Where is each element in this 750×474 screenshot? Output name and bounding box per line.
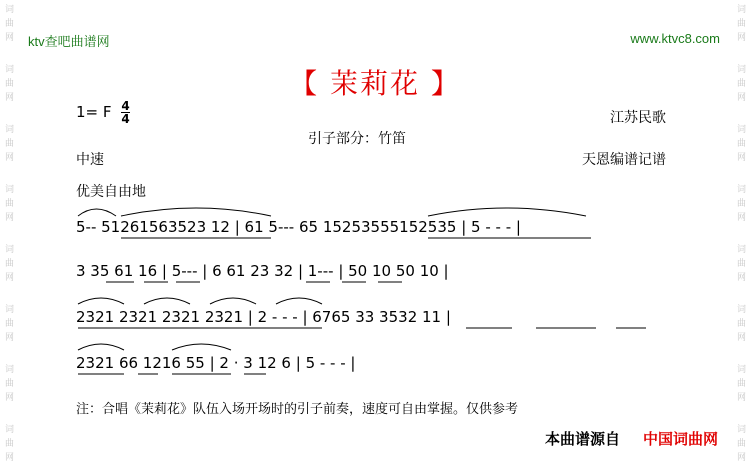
score-text: 3 35 61 16 | 5--- | 6 61 23 32 | 1--- | 50 10 50 10 | <box>76 262 449 280</box>
score-text: 5-- 51261563523 12 | 61 5--- 65 15253555152535 | 5 - - - | <box>76 218 521 236</box>
watermark-char: 词 <box>3 424 13 433</box>
watermark-char: 网 <box>3 212 13 221</box>
watermark-char: 网 <box>3 332 13 341</box>
tempo-marking: 中速 <box>76 152 104 168</box>
watermark-char: 词 <box>3 124 13 133</box>
title-bracket-open: 【 <box>289 67 320 100</box>
watermark-char: 词 <box>735 4 745 13</box>
watermark-char: 词 <box>3 4 13 13</box>
score-text: 2321 2321 2321 2321 | 2 - - - | 6765 33 3532 11 | <box>76 308 451 326</box>
title-text: 茉莉花 <box>329 67 420 100</box>
watermark-char: 曲 <box>3 258 13 267</box>
watermark-char: 曲 <box>3 138 13 147</box>
site-url-right[interactable]: www.ktvc8.com <box>630 31 720 46</box>
score-line <box>76 308 682 326</box>
watermark-char: 词 <box>735 64 745 73</box>
watermark-char: 词 <box>3 64 13 73</box>
watermark-char: 网 <box>3 272 13 281</box>
watermark-char: 网 <box>3 152 13 161</box>
watermark-char: 曲 <box>3 78 13 87</box>
watermark-char: 曲 <box>735 198 745 207</box>
watermark-char: 网 <box>735 152 745 161</box>
meter-top: 4 <box>121 99 130 113</box>
slur-marks <box>76 244 682 288</box>
score-line <box>76 218 682 236</box>
score-text: 2321 66 1216 55 | 2 · 3 12 6 | 5 - - - | <box>76 354 356 372</box>
watermark-char: 词 <box>3 364 13 373</box>
slur-marks <box>76 336 682 380</box>
watermark-char: 曲 <box>3 198 13 207</box>
time-signature <box>121 100 130 125</box>
watermark-char: 词 <box>735 244 745 253</box>
watermark-char: 网 <box>3 452 13 461</box>
watermark-char: 曲 <box>3 318 13 327</box>
watermark-char: 网 <box>735 332 745 341</box>
title-bracket-close: 】 <box>430 67 461 100</box>
watermark-char: 曲 <box>735 138 745 147</box>
watermark-char: 词 <box>735 364 745 373</box>
watermark-char: 曲 <box>3 438 13 447</box>
watermark-char: 词 <box>735 424 745 433</box>
watermark-char: 网 <box>735 392 745 401</box>
watermark-char: 曲 <box>735 258 745 267</box>
watermark-char: 网 <box>735 272 745 281</box>
watermark-char: 网 <box>735 92 745 101</box>
watermark-char: 词 <box>3 184 13 193</box>
watermark-char: 曲 <box>735 18 745 27</box>
source-label: 本曲谱源自 <box>544 430 620 448</box>
score-line <box>76 262 682 280</box>
watermark-char: 网 <box>3 92 13 101</box>
watermark-char: 网 <box>3 392 13 401</box>
watermark-char: 词 <box>735 184 745 193</box>
watermark-char: 词 <box>3 244 13 253</box>
watermark-char: 曲 <box>735 438 745 447</box>
expression-marking: 优美自由地 <box>76 184 146 200</box>
arranger-credit: 天恩编谱记谱 <box>582 152 666 168</box>
intro-instrument: 引子部分：竹笛 <box>308 131 406 147</box>
watermark-char: 曲 <box>3 378 13 387</box>
song-origin: 江苏民歌 <box>610 110 666 126</box>
song-title <box>0 62 750 102</box>
score-line <box>76 354 682 372</box>
site-name-left[interactable]: ktv查吧曲谱网 <box>28 34 110 49</box>
meter-bottom: 4 <box>121 112 130 126</box>
watermark-char: 曲 <box>735 378 745 387</box>
watermark-char: 网 <box>735 212 745 221</box>
watermark-char: 词 <box>735 124 745 133</box>
watermark-char: 曲 <box>735 78 745 87</box>
watermark-char: 网 <box>735 32 745 41</box>
slur-marks <box>76 290 682 334</box>
watermark-char: 网 <box>3 32 13 41</box>
source-site-link[interactable]: 中国词曲网 <box>642 430 718 448</box>
watermark-char: 曲 <box>735 318 745 327</box>
watermark-char: 曲 <box>3 18 13 27</box>
performance-note: 注：合唱《茉莉花》队伍入场开场时的引子前奏，速度可自由掌握。仅供参考 <box>76 402 519 417</box>
watermark-char: 词 <box>735 304 745 313</box>
slur-marks <box>76 200 682 244</box>
key-signature: 1= F <box>76 103 112 121</box>
watermark-char: 词 <box>3 304 13 313</box>
watermark-char: 网 <box>735 452 745 461</box>
